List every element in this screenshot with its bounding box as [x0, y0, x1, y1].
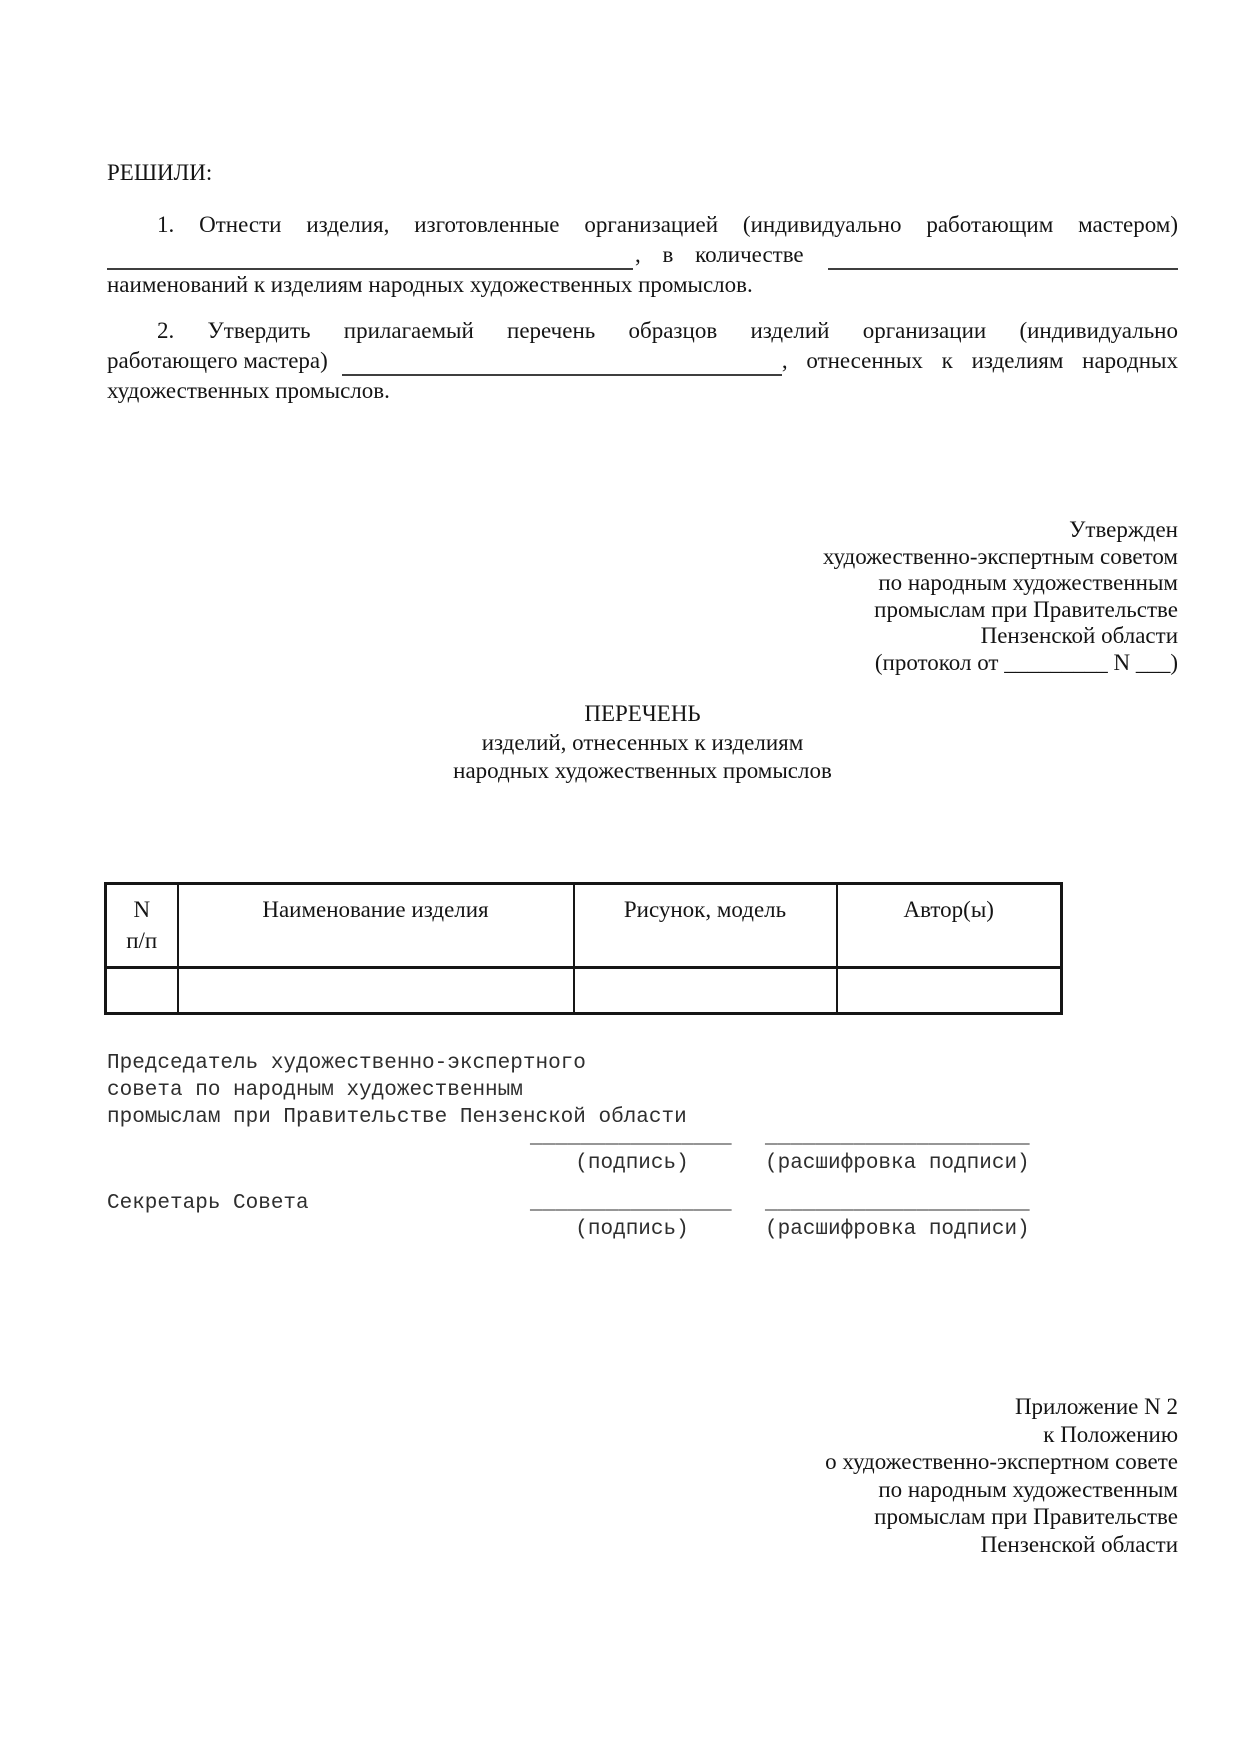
secretary-signature-blank: ________________: [530, 1192, 732, 1215]
table-empty-cell: [837, 968, 1062, 1014]
chairman-title-line2: совета по народным художественным: [107, 1079, 523, 1102]
appendix-line: к Положению: [1043, 1421, 1178, 1447]
approval-line: художественно-экспертным советом: [822, 543, 1178, 569]
chairman-title-block: [107, 1050, 687, 1131]
items-table: [104, 882, 1063, 1015]
fill-in-blank: [342, 346, 782, 376]
appendix-line: Приложение N 2: [1014, 1394, 1178, 1419]
chairman-title-line1: Председатель художественно-экспертного: [107, 1052, 586, 1075]
item2-line2: [107, 346, 1178, 376]
name-caption: (расшифровка подписи): [765, 1218, 1030, 1241]
list-heading-sub1: изделий, отнесенных к изделиям: [481, 729, 804, 755]
col-header-number-line2: п/п: [126, 928, 158, 953]
list-heading-title: ПЕРЕЧЕНЬ: [584, 701, 701, 726]
item1-line1: 1. Отнести изделия, изготовленные организацией (индивидуально работающим мастером): [157, 212, 1178, 237]
appendix-line: Пензенской области: [980, 1531, 1178, 1557]
table-empty-cell: [178, 968, 574, 1014]
col-header-number: [106, 884, 178, 968]
secretary-label: Секретарь Совета: [107, 1192, 309, 1215]
table-header-row: [106, 884, 1062, 968]
appendix-line: о художественно-экспертном совете: [825, 1449, 1178, 1474]
appendix-line: промыслам при Правительстве: [874, 1504, 1178, 1529]
item1-line3: наименований к изделиям народных художественных промыслов.: [107, 272, 753, 297]
approval-line: Утвержден: [1069, 517, 1178, 542]
appendix-block: [825, 1393, 1178, 1558]
resolution-item-1: [107, 210, 1178, 300]
appendix-line: по народным художественным: [878, 1476, 1178, 1502]
item2-line2-prefix: работающего мастера): [107, 348, 328, 373]
col-header-authors: Автор(ы): [837, 884, 1062, 968]
chairman-name-blank: _____________________: [765, 1126, 1030, 1149]
item2-line3: художественных промыслов.: [107, 378, 390, 403]
items-table-wrapper: [104, 882, 1063, 1015]
col-header-number-line1: N: [133, 897, 151, 922]
decision-heading: РЕШИЛИ:: [107, 160, 213, 185]
item2-line1: 2. Утвердить прилагаемый перечень образцов изделий организации (индивидуально: [157, 318, 1178, 343]
approval-line: по народным художественным: [878, 570, 1178, 595]
item1-line2: [107, 240, 1178, 270]
approval-line: Пензенской области: [980, 623, 1178, 648]
name-caption: (расшифровка подписи): [765, 1152, 1030, 1175]
signature-caption: (подпись): [575, 1152, 689, 1175]
fill-in-blank: [107, 240, 633, 270]
chairman-title-line3: промыслам при Правительстве Пензенской области: [107, 1106, 687, 1129]
list-heading-sub2: народных художественных промыслов: [453, 758, 832, 783]
signature-caption: (подпись): [575, 1218, 689, 1241]
chairman-signature-blank: ________________: [530, 1126, 732, 1149]
table-empty-row: [106, 968, 1062, 1014]
fill-in-blank: [828, 240, 1178, 270]
item2-line2-suffix: , отнесенных к изделиям народных: [781, 348, 1178, 373]
col-header-drawing-model: Рисунок, модель: [574, 884, 837, 968]
approval-line: промыслам при Правительстве: [874, 596, 1178, 622]
list-heading: [107, 700, 1178, 786]
item1-line2-text: , в количестве: [635, 242, 804, 267]
resolution-item-2: [107, 316, 1178, 406]
col-header-item-name: Наименование изделия: [178, 884, 574, 968]
table-empty-cell: [106, 968, 178, 1014]
secretary-name-blank: _____________________: [765, 1192, 1030, 1215]
approval-block: [823, 517, 1178, 676]
table-empty-cell: [574, 968, 837, 1014]
approval-protocol-line: (протокол от _________ N ___): [874, 649, 1178, 675]
